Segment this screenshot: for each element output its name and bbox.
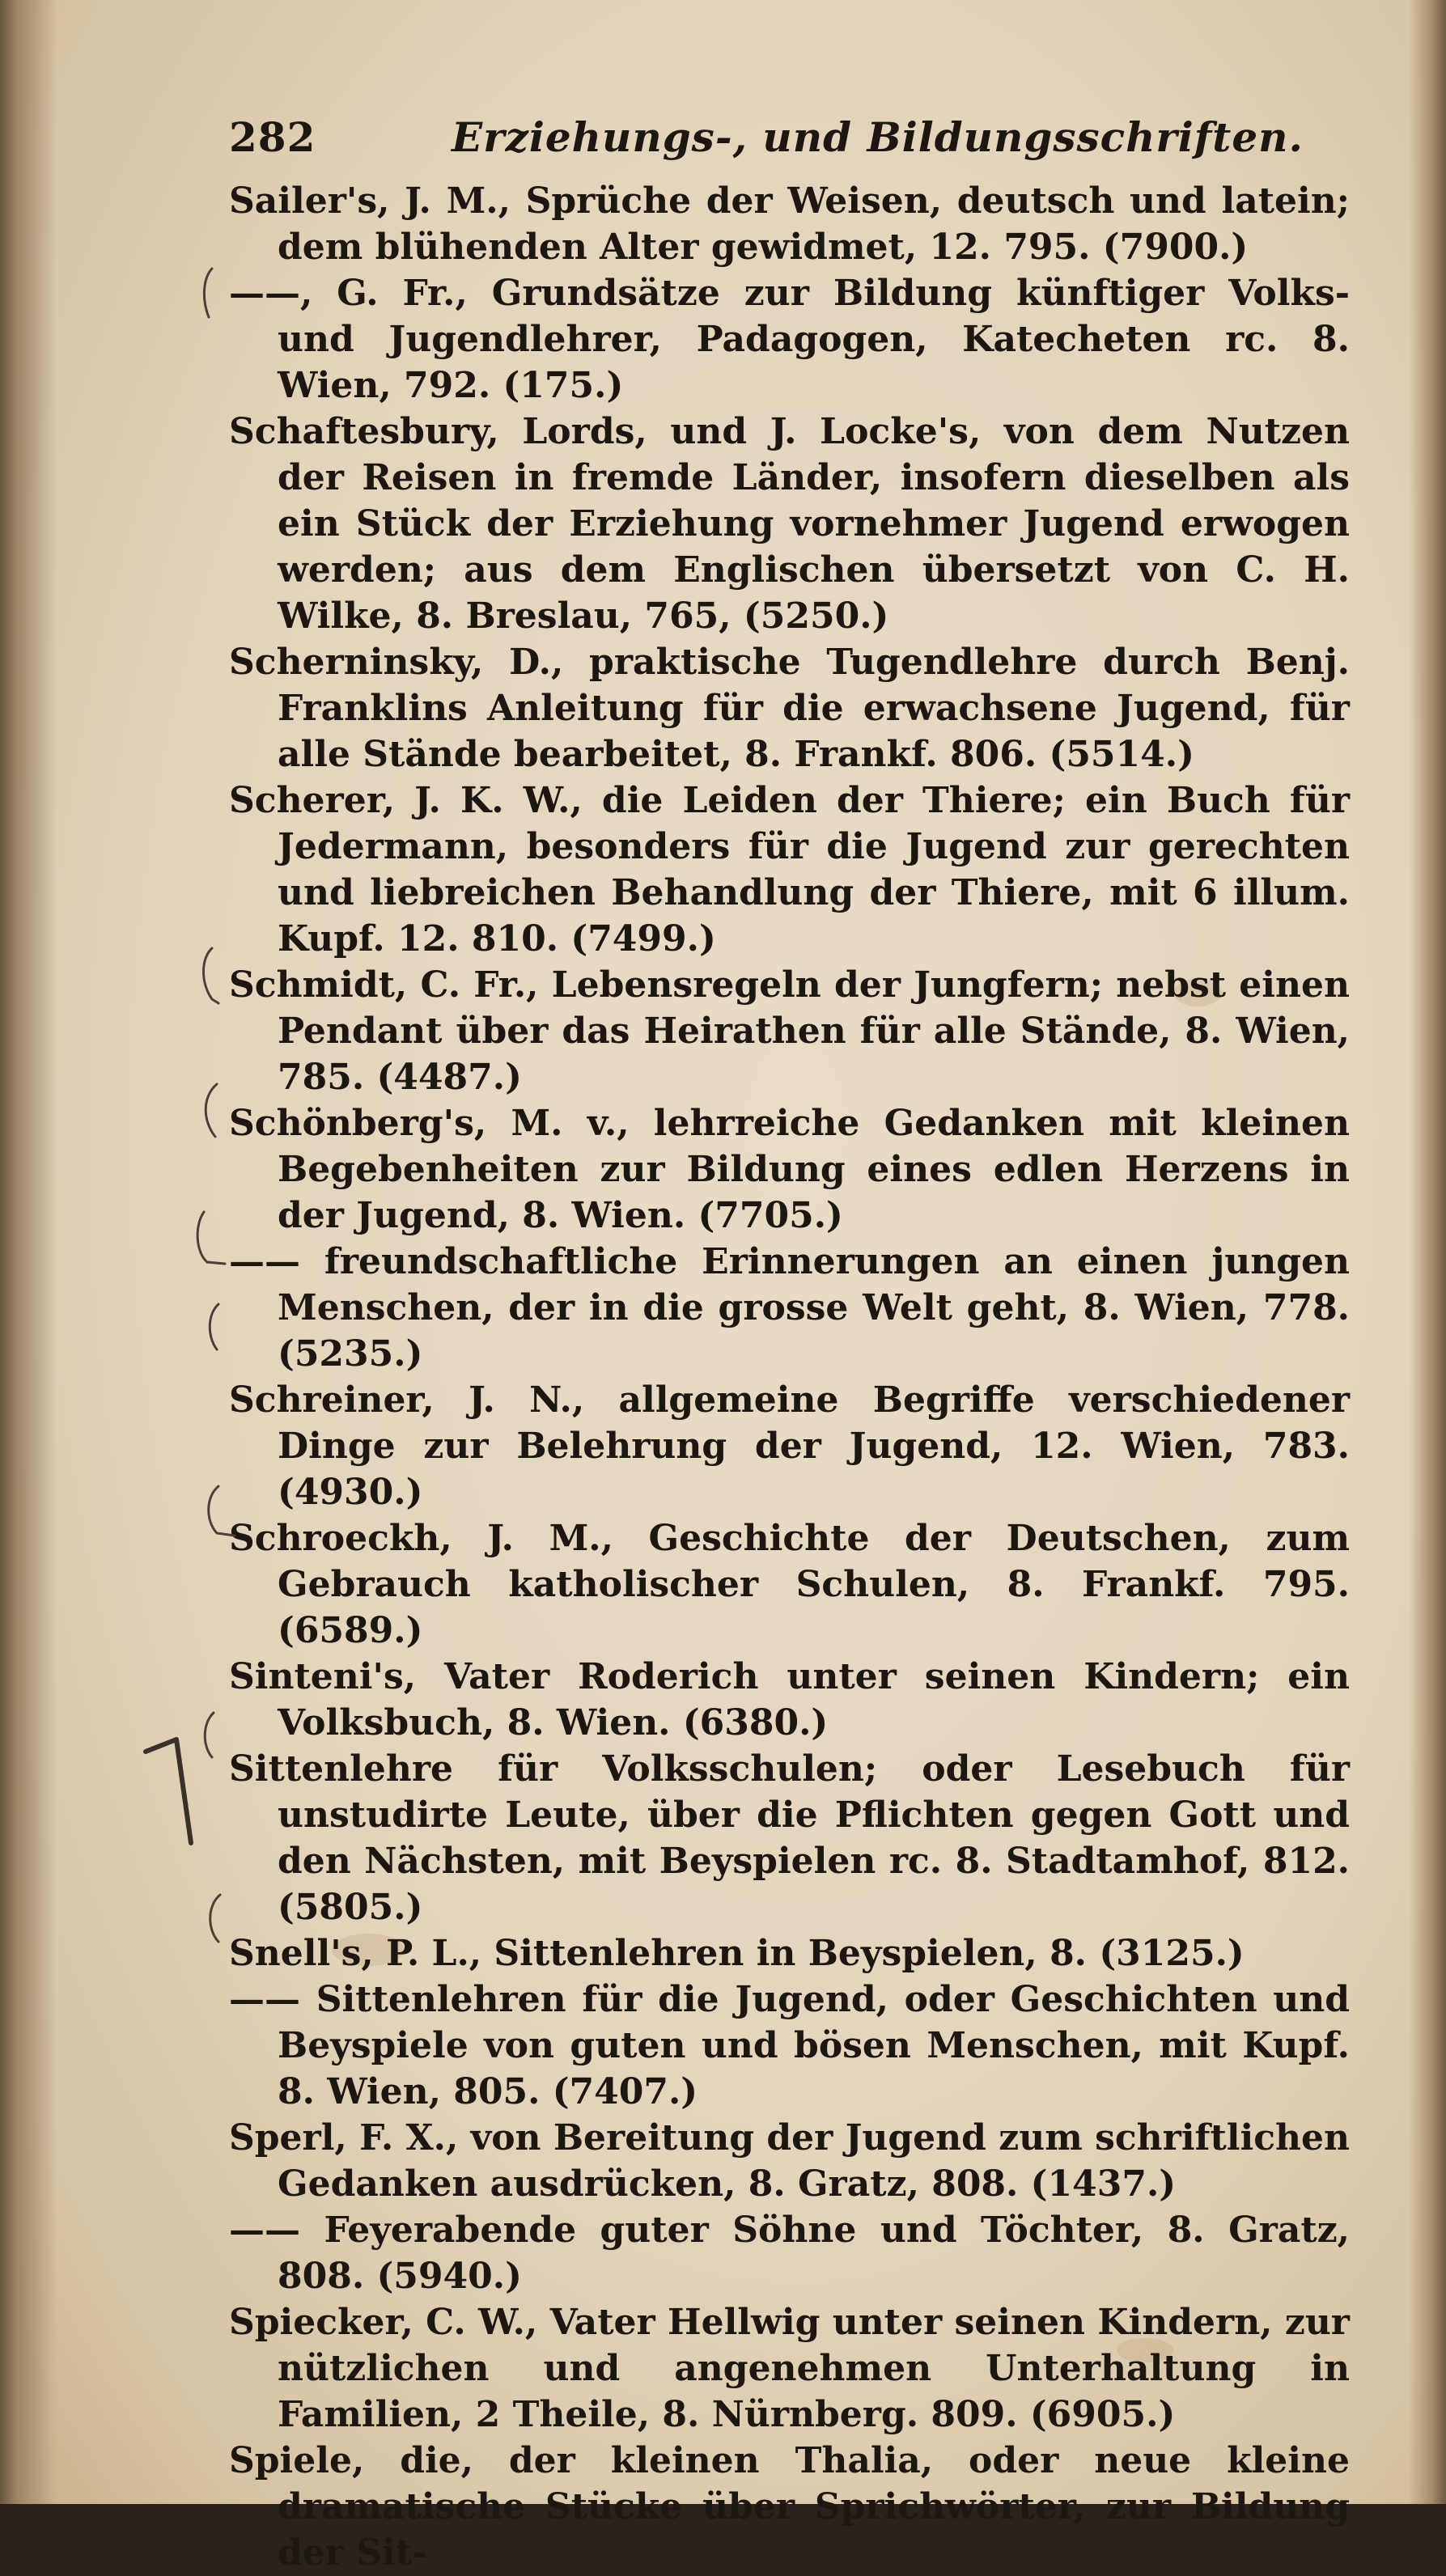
catalog-entry: Snell's, P. L., Sittenlehren in Beyspielen, 8. (3125.) [229, 1933, 1245, 1974]
catalog-entry: Scherer, J. K. W., die Leiden der Thiere; ein Buch für Jedermann, besonders für die Jugend zur gerechten und liebreichen Behandlung der Thiere, mit 6 illum. Kupf. 12. 810. (7499.) [229, 780, 1350, 960]
catalog-entry: Spiele, die, der kleinen Thalia, oder neue kleine dramatische Stücke über Sprichwörter, zur Bildung der Sit- [229, 2440, 1350, 2574]
catalog-entry: Sittenlehre für Volksschulen; oder Lesebuch für unstudirte Leute, über die Pflichten gegen Gott und den Nächsten, mit Beyspielen rc. 8. Stadtamhof, 812. (5805.) [229, 1748, 1350, 1928]
pencil-bracket-mark [204, 948, 219, 1003]
catalog-entry: —— Sittenlehren für die Jugend, oder Geschichten und Beyspiele von guten und bösen Menschen, mit Kupf. 8. Wien, 805. (7407.) [229, 1979, 1350, 2112]
catalog-entry: Sperl, F. X., von Bereitung der Jugend zum schriftlichen Gedanken ausdrücken, 8. Gratz, 808. (1437.) [229, 2117, 1350, 2205]
pencil-bracket-mark [209, 1486, 235, 1536]
catalog-entry: Scherninsky, D., praktische Tugendlehre durch Benj. Franklins Anleitung für die erwachsene Jugend, für alle Stände bearbeitet, 8. Frankf. 806. (5514.) [229, 642, 1350, 775]
running-title: Erziehungs-, und Bildungsschriften. [452, 113, 1304, 161]
pencil-bracket-mark [197, 1212, 225, 1264]
pencil-bracket-mark [210, 1304, 218, 1349]
catalog-entry: Schroeckh, J. M., Geschichte der Deutschen, zum Gebrauch katholischer Schulen, 8. Frankf. 795. (6589.) [229, 1518, 1350, 1651]
pencil-check-mark [146, 1739, 191, 1843]
pencil-bracket-mark [205, 1713, 214, 1757]
pencil-bracket-mark [204, 269, 212, 317]
catalog-entry: Schreiner, J. N., allgemeine Begriffe verschiedener Dinge zur Belehrung der Jugend, 12. Wien, 783. (4930.) [229, 1379, 1350, 1513]
catalog-entry: Schönberg's, M. v., lehrreiche Gedanken mit kleinen Begebenheiten zur Bildung eines edlen Herzens in der Jugend, 8. Wien. (7705.) [229, 1103, 1350, 1236]
catalog-entry: ——, G. Fr., Grundsätze zur Bildung künftiger Volks- und Jugendlehrer, Padagogen, Katecheten rc. 8. Wien, 792. (175.) [229, 273, 1350, 406]
catalog-entry: —— freundschaftliche Erinnerungen an einen jungen Menschen, der in die grosse Welt geht, 8. Wien, 778. (5235.) [229, 1241, 1350, 1375]
catalog-entry: Sailer's, J. M., Sprüche der Weisen, deutsch und latein; dem blühenden Alter gewidmet, 12. 795. (7900.) [229, 180, 1350, 268]
catalog-entry: Schaftesbury, Lords, und J. Locke's, von dem Nutzen der Reisen in fremde Länder, insofern dieselben als ein Stück der Erziehung vornehmer Jugend erwogen werden; aus dem Englischen übersetzt von C. H. Wilke, 8. Breslau, 765, (5250.) [229, 411, 1350, 637]
catalog-entry: Spiecker, C. W., Vater Hellwig unter seinen Kindern, zur nützlichen und angenehmen Unterhaltung in Familien, 2 Theile, 8. Nürnberg. 809. (6905.) [229, 2302, 1350, 2435]
pencil-bracket-mark [210, 1895, 220, 1942]
catalog-entry: —— Feyerabende guter Söhne und Töchter, 8. Gratz, 808. (5940.) [229, 2210, 1350, 2297]
page-number: 282 [229, 113, 316, 161]
catalog-entry: Schmidt, C. Fr., Lebensregeln der Jungfern; nebst einen Pendant über das Heirathen für alle Stände, 8. Wien, 785. (4487.) [229, 964, 1350, 1098]
pencil-bracket-mark [206, 1084, 217, 1137]
catalog-entry: Sinteni's, Vater Roderich unter seinen Kindern; ein Volksbuch, 8. Wien. (6380.) [229, 1656, 1350, 1743]
